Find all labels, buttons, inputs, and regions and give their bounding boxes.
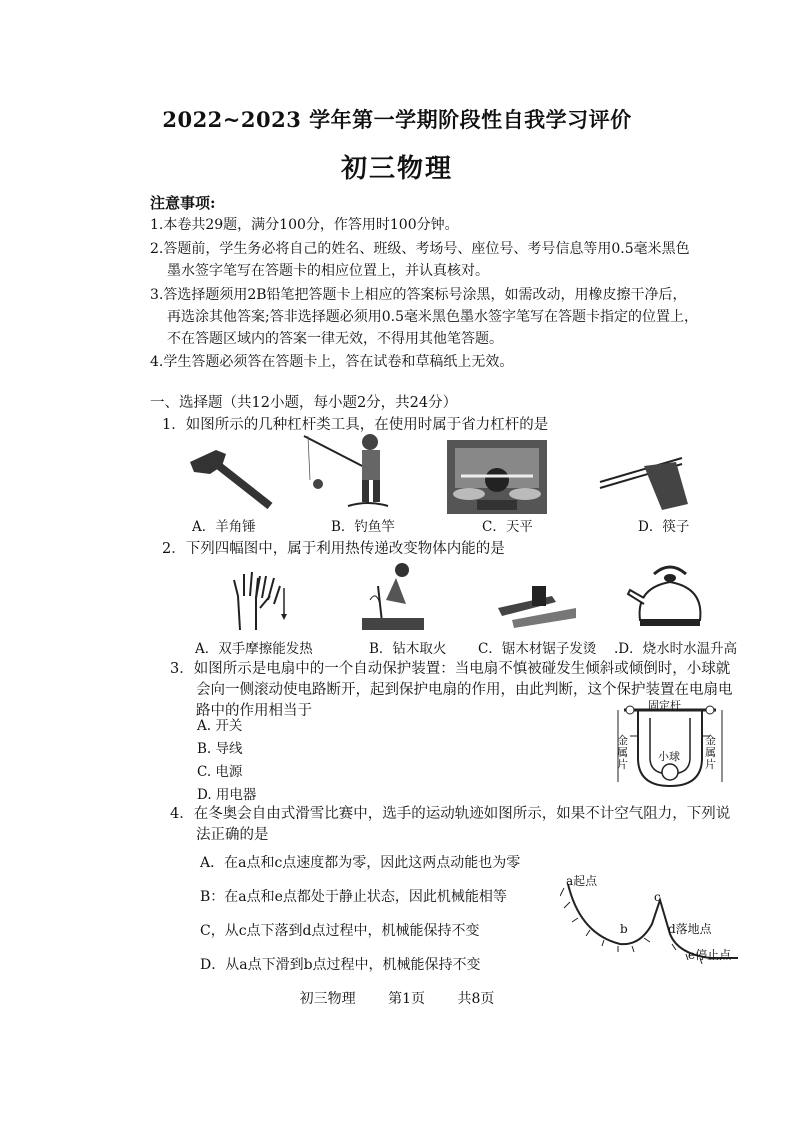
question-4-option-a: A．在a点和c点速度都为零，因此这两点动能也为零 [200, 855, 521, 871]
fixed-rod-label: 固定杆 [648, 699, 681, 712]
question-4-stem-line: 4．在冬奥会自由式滑雪比赛中，选手的运动轨迹如图所示，如果不计空气阻力，下列说 [170, 806, 731, 822]
footer-total: 共8页 [457, 991, 495, 1007]
exam-title: 2022~2023 学年第一学期阶段性自我学习评价 [162, 107, 632, 132]
question-2-option-d: .D．烧水时水温升高 [614, 641, 738, 657]
question-2-stem: 2．下列四幅图中，属于利用热传递改变物体内能的是 [162, 541, 505, 557]
question-3-stem-line: 3．如图所示是电扇中的一个自动保护装置：当电扇不慎被碰发生倾斜或倾倒时，小球就 [170, 661, 731, 677]
point-e-label: e停止点 [688, 948, 732, 962]
drilling-wood-figure [356, 560, 432, 634]
question-2-option-a: A．双手摩擦能发热 [195, 641, 313, 657]
notice-line: 4.学生答题必须答在答题卡上，答在试卷和草稿纸上无效。 [150, 354, 514, 370]
question-4-option-d: D．从a点下滑到b点过程中，机械能保持不变 [200, 957, 481, 973]
notice-line: 2.答题前，学生务必将自己的姓名、班级、考场号、座位号、考号信息等用0.5毫米黑色 [150, 241, 690, 257]
question-1-stem: 1．如图所示的几种杠杆类工具，在使用时属于省力杠杆的是 [162, 417, 549, 433]
kettle-figure [626, 560, 712, 632]
question-1-option-d: D．筷子 [638, 519, 690, 535]
sawing-wood-figure [492, 578, 578, 630]
fishing-rod-figure [298, 430, 398, 514]
question-2-option-b: B．钻木取火 [369, 641, 447, 657]
notice-line: 墨水签字笔写在答题卡的相应位置上，并认真核对。 [167, 263, 489, 279]
rubbing-hands-figure [226, 568, 296, 634]
question-3-stem-line: 路中的作用相当于 [196, 703, 312, 719]
question-1-option-b: B．钓鱼竿 [331, 519, 395, 535]
question-1-option-a: A．羊角锤 [192, 519, 256, 535]
notice-line: 3.答选择题须用2B铅笔把答题卡上相应的答案标号涂黑，如需改动，用橡皮擦干净后， [150, 287, 687, 303]
question-3-option-a: A. 开关 [197, 718, 243, 734]
question-3-option-c: C. 电源 [197, 764, 243, 780]
point-a-label: a起点 [566, 874, 598, 888]
question-3-option-b: B. 导线 [197, 741, 243, 757]
chopsticks-figure [596, 452, 692, 512]
page-footer [0, 988, 794, 1008]
question-1-option-c: C．天平 [482, 519, 533, 535]
notice-line: 1.本卷共29题，满分100分，作答用时100分钟。 [150, 217, 459, 233]
question-3-option-d: D. 用电器 [197, 787, 257, 803]
footer-subject: 初三物理 [299, 991, 356, 1007]
question-3-stem-line: 会向一侧滚动使电路断开，起到保护电扇的作用，由此判断，这个保护装置在电扇电 [196, 682, 733, 698]
notice-heading: 注意事项: [150, 194, 216, 212]
question-4-option-b: B：在a点和e点都处于静止状态，因此机械能相等 [200, 889, 507, 905]
left-metal-plate-label: 金 属 片 [617, 734, 628, 771]
notice-line: 再选涂其他答案;答非选择题必须用0.5毫米黑色墨水签字笔写在答题卡指定的位置上， [167, 309, 698, 325]
question-2-option-c: C．锯木材锯子发烫 [478, 641, 597, 657]
ball-label: 小球 [658, 750, 680, 763]
hammer-figure [186, 444, 276, 512]
right-metal-plate-label: 金 属 片 [705, 734, 716, 771]
point-c-label: c [654, 890, 661, 904]
point-b-label: b [620, 922, 628, 936]
question-4-option-c: C，从c点下落到d点过程中，机械能保持不变 [200, 923, 480, 939]
notice-line: 不在答题区域内的答案一律无效，不得用其他笔答题。 [167, 331, 503, 347]
section-heading: 一、选择题（共12小题，每小题2分，共24分） [150, 395, 458, 411]
footer-page: 第1页 [388, 991, 425, 1007]
exam-subject: 初三物理 [340, 154, 453, 184]
point-d-label: d落地点 [668, 922, 712, 936]
balance-figure [447, 440, 547, 514]
question-4-stem-line: 法正确的是 [196, 827, 269, 843]
